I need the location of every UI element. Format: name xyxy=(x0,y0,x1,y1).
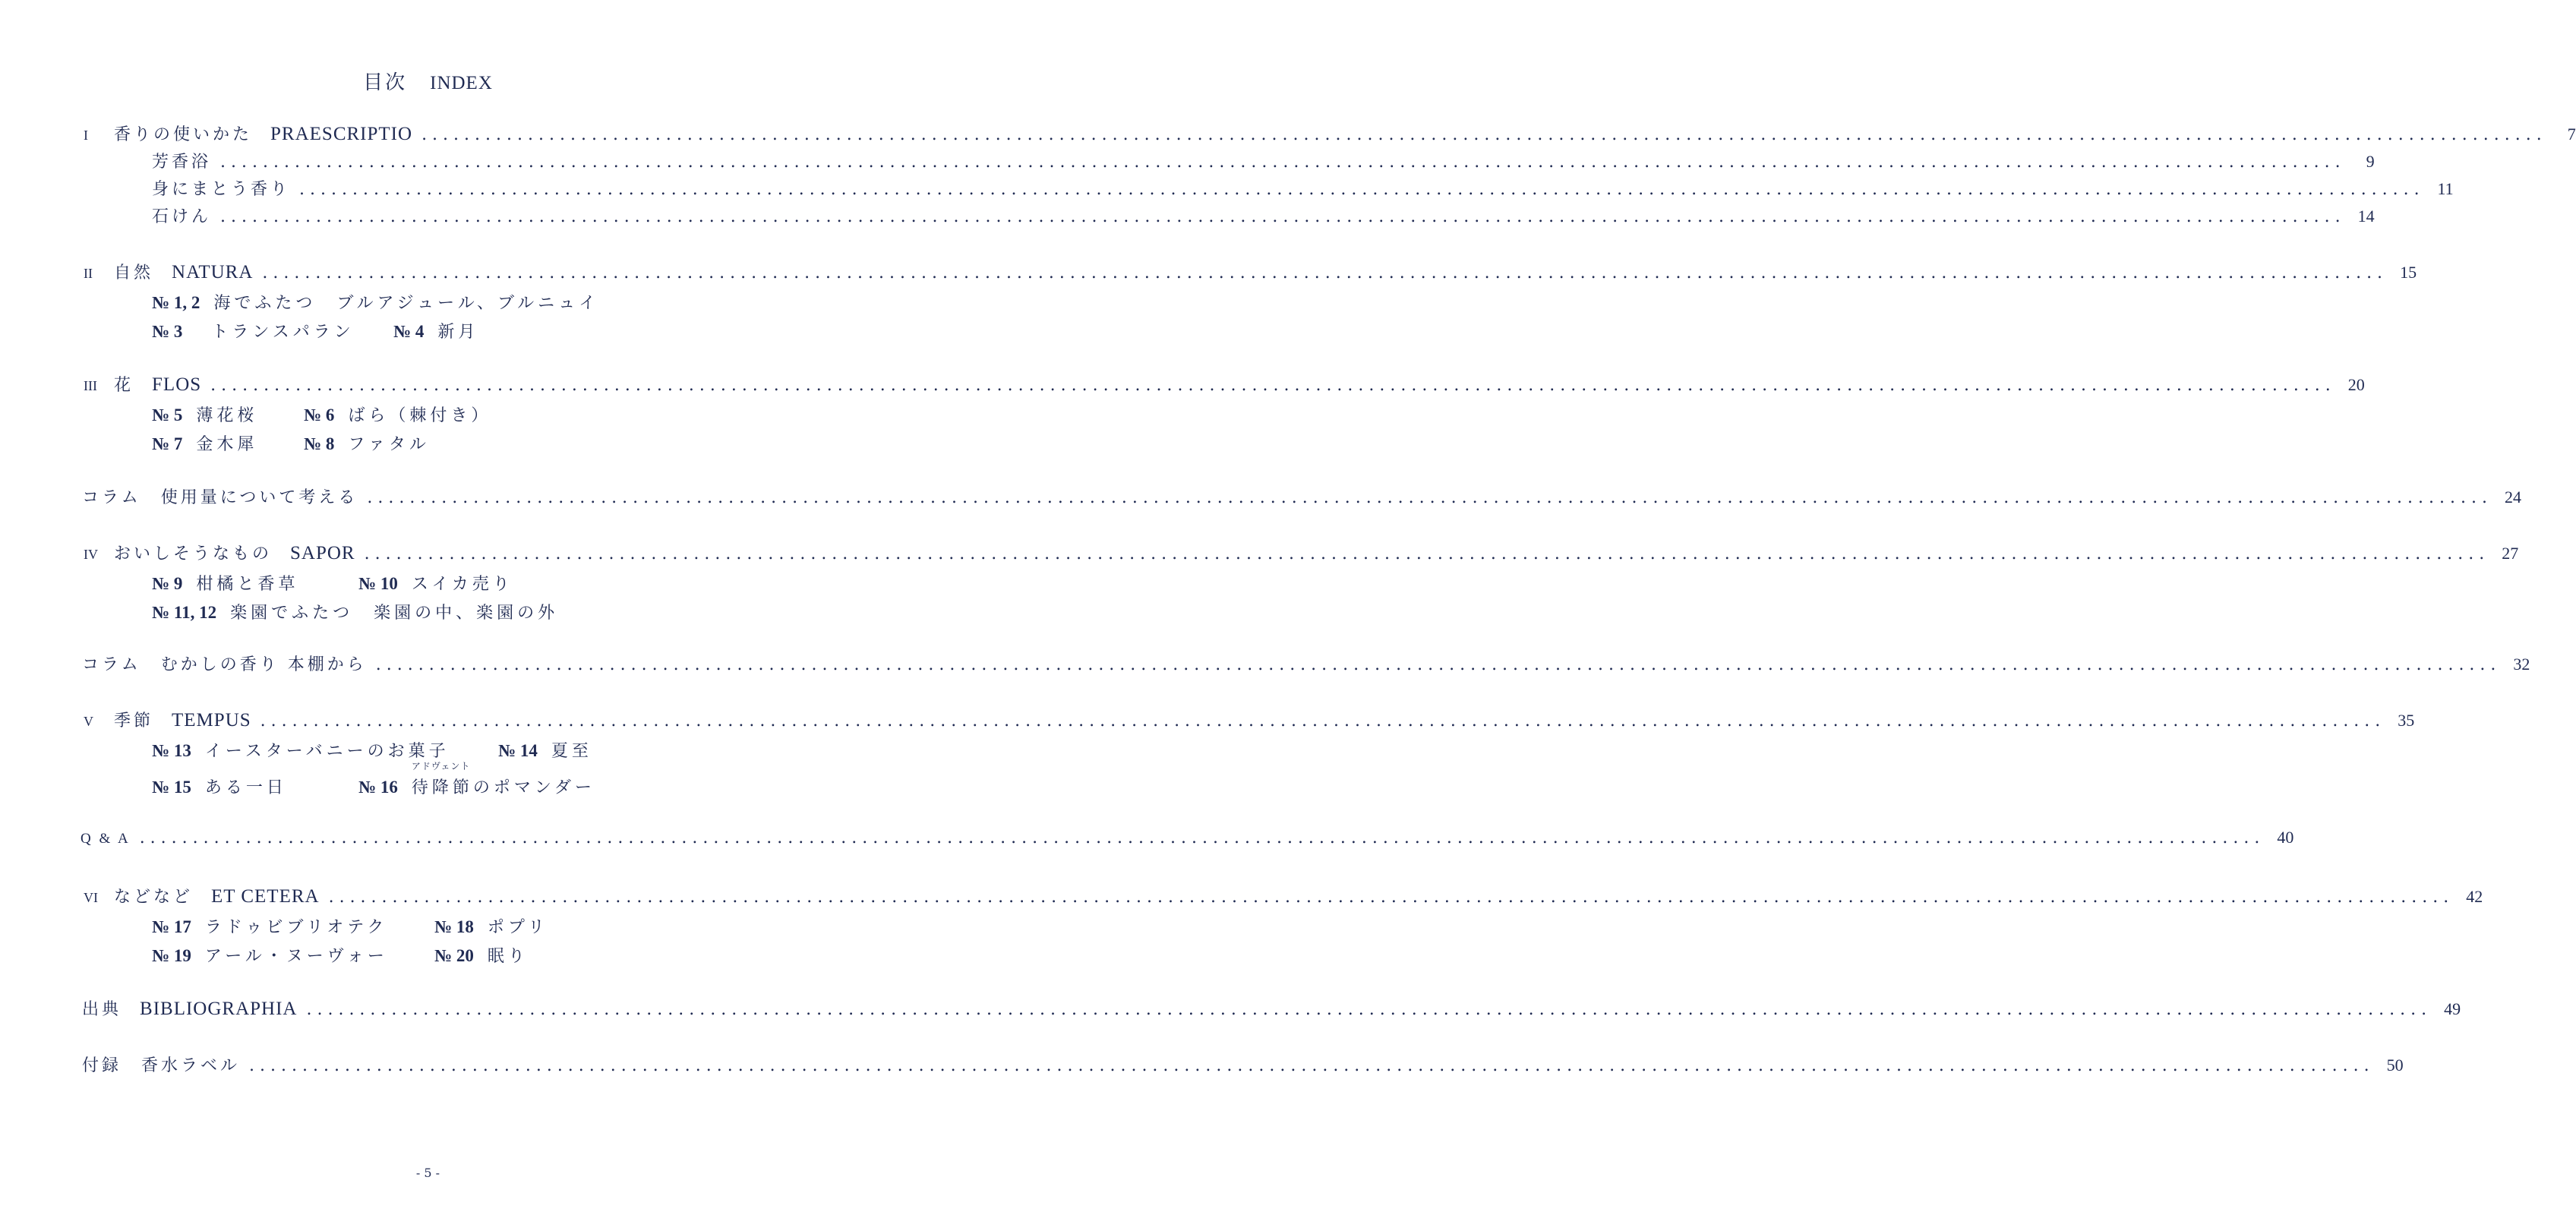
page-number: 50 xyxy=(2386,1056,2404,1075)
item-entry[interactable] xyxy=(393,319,478,342)
toc-entry-section-5[interactable] xyxy=(84,708,2415,734)
leader-dots: ........................................................................................................................................................................................................ xyxy=(421,125,2547,144)
page-number: 15 xyxy=(2400,263,2417,282)
bibliography-title-jp: 出典 xyxy=(82,1000,122,1019)
section-title-jp: 香りの使いかた xyxy=(114,125,253,144)
item-number: № 10 xyxy=(358,574,398,593)
leader-dots: ........................................................................................................................................................................................................ xyxy=(260,712,2386,731)
toc-entry-column-2[interactable] xyxy=(82,652,2530,677)
item-number: № 5 xyxy=(152,406,183,424)
page-number: 49 xyxy=(2444,999,2461,1018)
toc-entry-section-1[interactable] xyxy=(84,122,2576,147)
item-entry[interactable] xyxy=(152,431,304,455)
item-row xyxy=(152,600,558,623)
leader-dots: ........................................................................................................................................................................................................ xyxy=(210,376,2336,395)
item-entry[interactable] xyxy=(152,402,304,426)
item-number: № 4 xyxy=(393,322,425,341)
item-title: ある一日 xyxy=(204,778,287,797)
item-row xyxy=(152,571,513,595)
page-number: 24 xyxy=(2504,488,2521,507)
item-number: № 13 xyxy=(152,741,191,760)
column-title: コラム 使用量について考える xyxy=(82,488,358,507)
item-number: № 1, 2 xyxy=(152,293,200,312)
item-row xyxy=(152,431,430,455)
item-row xyxy=(152,738,592,762)
section-title-jp: 花 xyxy=(114,376,134,395)
item-number: № 9 xyxy=(152,574,183,593)
item-title: 待降節のポマンダー xyxy=(411,778,595,797)
section-title-jp: 自然 xyxy=(114,264,154,282)
title-jp: 目次 xyxy=(363,71,408,94)
item-number: № 8 xyxy=(304,434,335,453)
section-title-en: SAPOR xyxy=(290,543,355,563)
item-title: 新月 xyxy=(437,323,479,342)
toc-entry-section-6[interactable] xyxy=(84,884,2483,910)
page-number: 40 xyxy=(2277,828,2294,847)
leader-dots: ........................................................................................................................................................................................................ xyxy=(139,828,2265,847)
item-entry[interactable] xyxy=(498,738,592,762)
bibliography-title-en: BIBLIOGRAPHIA xyxy=(140,999,298,1019)
item-title: 金木犀 xyxy=(196,435,258,454)
page-footer-number: - 5 - xyxy=(415,1166,440,1180)
item-number: № 18 xyxy=(434,917,474,936)
toc-entry-subsection[interactable] xyxy=(152,149,2375,175)
item-title: 海でふたつ ブルアジュール、ブルニュイ xyxy=(213,294,600,313)
page-number: 14 xyxy=(2357,207,2375,226)
section-numeral: VI xyxy=(84,890,98,905)
section-numeral: V xyxy=(84,714,93,729)
toc-entry-qa[interactable] xyxy=(80,828,2294,854)
item-entry[interactable] xyxy=(304,402,491,426)
item-entry[interactable] xyxy=(152,571,358,595)
item-title: スイカ売り xyxy=(411,575,513,594)
item-row xyxy=(152,943,529,967)
item-entry[interactable] xyxy=(152,738,498,762)
qa-title: Q & A xyxy=(80,831,131,847)
toc-entry-section-4[interactable] xyxy=(84,541,2519,566)
item-entry[interactable] xyxy=(152,600,558,623)
section-title-jp: などなど xyxy=(114,888,194,907)
toc-entry-column-1[interactable] xyxy=(82,484,2521,510)
item-entry[interactable] xyxy=(304,431,430,455)
leader-dots: ........................................................................................................................................................................................................ xyxy=(249,1056,2375,1075)
section-title-en: ET CETERA xyxy=(211,886,320,907)
item-entry[interactable] xyxy=(434,914,548,938)
section-numeral: II xyxy=(84,266,93,281)
item-title: イースターバニーのお菓子 xyxy=(204,742,450,761)
item-entry[interactable] xyxy=(152,290,599,314)
section-title-jp: おいしそうなもの xyxy=(114,544,273,563)
item-row xyxy=(152,290,599,314)
section-title-en: FLOS xyxy=(152,374,202,395)
leader-dots: ........................................................................................................................................................................................................ xyxy=(364,544,2490,563)
item-entry[interactable] xyxy=(358,571,513,595)
page-number: 20 xyxy=(2347,375,2365,394)
page-title xyxy=(0,67,856,95)
leader-dots: ........................................................................................................................................................................................................ xyxy=(299,180,2425,199)
item-title: 柑橘と香草 xyxy=(196,575,299,594)
item-number: № 15 xyxy=(152,778,191,797)
page-number: 32 xyxy=(2513,655,2530,674)
toc-entry-subsection[interactable] xyxy=(152,176,2454,202)
leader-dots: ........................................................................................................................................................................................................ xyxy=(220,153,2346,172)
item-row xyxy=(152,914,548,938)
leader-dots: ........................................................................................................................................................................................................ xyxy=(306,1000,2432,1019)
toc-entry-appendix[interactable] xyxy=(82,1052,2404,1078)
toc-entry-section-2[interactable] xyxy=(84,260,2417,286)
page-number: 42 xyxy=(2466,887,2483,906)
item-title: ばら（棘付き） xyxy=(348,406,492,425)
item-number: № 20 xyxy=(434,946,474,965)
item-title: 眠り xyxy=(487,947,529,966)
section-title-en: TEMPUS xyxy=(172,710,251,731)
item-title: アール・ヌーヴォー xyxy=(204,947,388,966)
item-entry[interactable] xyxy=(358,761,595,798)
page-number: 7 xyxy=(2567,125,2576,144)
item-row xyxy=(152,402,491,426)
item-entry[interactable] xyxy=(152,914,434,938)
toc-entry-bibliography[interactable] xyxy=(82,996,2461,1022)
leader-dots: ........................................................................................................................................................................................................ xyxy=(328,888,2454,907)
leader-dots: ........................................................................................................................................................................................................ xyxy=(262,264,2388,282)
item-row xyxy=(152,319,478,342)
leader-dots: ........................................................................................................................................................................................................ xyxy=(375,655,2502,674)
section-numeral: IV xyxy=(84,547,98,562)
section-numeral: III xyxy=(84,378,97,393)
item-entry[interactable] xyxy=(152,943,434,967)
item-row xyxy=(152,761,595,798)
item-number: № 19 xyxy=(152,946,191,965)
item-number: № 16 xyxy=(358,778,398,797)
section-title-en: NATURA xyxy=(172,262,254,282)
section-title-jp: 季節 xyxy=(114,712,154,731)
item-entry[interactable] xyxy=(152,775,358,798)
item-entry[interactable] xyxy=(434,943,529,967)
item-title: 夏至 xyxy=(551,742,592,761)
page-number: 9 xyxy=(2366,152,2375,171)
item-entry[interactable] xyxy=(152,319,393,342)
section-numeral: I xyxy=(84,128,88,143)
item-title: ファタル xyxy=(348,435,430,454)
item-title: ラドゥビブリオテク xyxy=(204,918,388,937)
subsection-title: 芳香浴 xyxy=(152,153,212,172)
toc-entry-section-3[interactable] xyxy=(84,372,2365,398)
item-title: ポプリ xyxy=(487,918,548,937)
page-number: 11 xyxy=(2437,179,2454,198)
section-title-en: PRAESCRIPTIO xyxy=(270,124,413,144)
item-title-with-ruby xyxy=(411,761,595,798)
item-number: № 7 xyxy=(152,434,183,453)
item-number: № 17 xyxy=(152,917,191,936)
item-number: № 14 xyxy=(498,741,538,760)
subsection-title: 石けん xyxy=(152,207,212,226)
item-title: 楽園でふたつ 楽園の中、楽園の外 xyxy=(230,604,559,623)
subsection-title: 身にまとう香り xyxy=(152,180,291,199)
title-en: INDEX xyxy=(430,73,493,93)
page-number: 35 xyxy=(2398,711,2415,730)
item-number: № 3 xyxy=(152,322,183,341)
column-title: コラム むかしの香り 本棚から xyxy=(82,655,367,674)
leader-dots: ........................................................................................................................................................................................................ xyxy=(367,488,2492,507)
ruby-annotation: アドヴェント xyxy=(411,761,471,772)
item-number: № 6 xyxy=(304,406,335,424)
toc-entry-subsection[interactable] xyxy=(152,204,2375,229)
item-title: 薄花桜 xyxy=(196,406,258,425)
item-number: № 11, 12 xyxy=(152,603,217,622)
page-number: 27 xyxy=(2502,544,2519,563)
appendix-title: 付録 香水ラベル xyxy=(82,1056,241,1075)
leader-dots: ........................................................................................................................................................................................................ xyxy=(220,207,2346,226)
item-title: トランスパラン xyxy=(211,323,355,342)
